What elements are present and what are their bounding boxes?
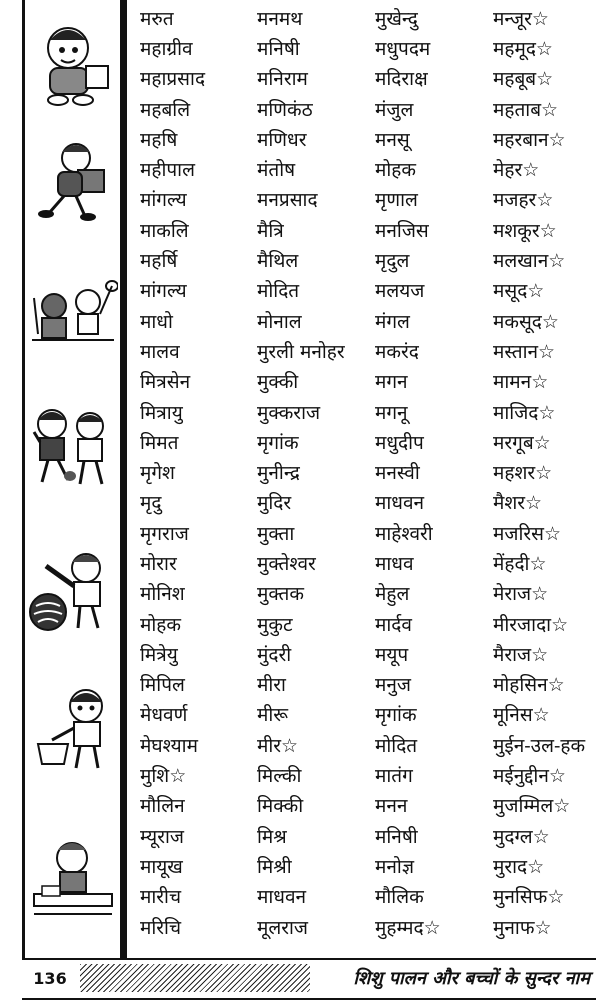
name-cell: मंगल [375, 310, 410, 333]
name-cell: मेहर☆ [493, 159, 540, 182]
name-cell: म्यूराज [140, 825, 184, 848]
name-cell: मिक्की [257, 795, 304, 818]
name-cell: मांगल्य [140, 280, 187, 303]
name-cell: मदिराक्ष [375, 68, 428, 91]
name-cell: मुंदरी [257, 643, 292, 666]
name-cell: मोहसिन☆ [493, 674, 565, 697]
name-cell: मेंहदी☆ [493, 552, 547, 575]
name-row [140, 640, 595, 670]
name-cell: मुरली मनोहर [257, 340, 345, 363]
name-cell: महषि [140, 128, 178, 151]
name-cell: मोरार [140, 552, 177, 575]
name-row [140, 277, 595, 307]
name-cell: मणिकंठ [257, 98, 313, 121]
name-cell: मलयज [375, 280, 425, 303]
name-cell: माधवन [257, 886, 307, 909]
name-cell: मनजिस [375, 219, 429, 242]
name-cell: मीरू [257, 704, 289, 727]
name-cell: मुशि☆ [140, 765, 187, 788]
name-cell: माजिद☆ [493, 401, 556, 424]
name-cell: महबलि [140, 98, 191, 121]
name-cell: मन्जूर☆ [493, 7, 549, 30]
name-row [140, 368, 595, 398]
name-cell: मामन☆ [493, 371, 549, 394]
name-cell: मूनिस☆ [493, 704, 550, 727]
name-cell: मृगांक [257, 431, 299, 454]
name-cell: मेराज☆ [493, 583, 549, 606]
name-cell: मैशर☆ [493, 492, 543, 515]
children-dancing-illustration [28, 402, 118, 494]
name-cell: मुईन-उल-हक [493, 734, 586, 757]
name-cell: मनोज्ञ [375, 855, 415, 878]
name-cell: मुजम्मिल☆ [493, 795, 571, 818]
name-cell: महशर☆ [493, 462, 553, 485]
name-cell: मुक्तक [257, 583, 304, 606]
name-cell: मरगूब☆ [493, 431, 551, 454]
name-cell: मुनाफ☆ [493, 916, 552, 939]
name-row [140, 4, 595, 34]
name-cell: मलखान☆ [493, 250, 566, 273]
name-cell: मकरंद [375, 340, 419, 363]
name-cell: माहेश्वरी [375, 522, 433, 545]
name-row [140, 489, 595, 519]
name-row [140, 701, 595, 731]
name-row [140, 792, 595, 822]
name-cell: माकलि [140, 219, 189, 242]
name-row [140, 307, 595, 337]
name-cell: माधव [375, 552, 414, 575]
child-painting-illustration [28, 684, 118, 776]
name-cell: मैत्रि [257, 219, 284, 242]
name-cell: मातंग [375, 765, 413, 788]
name-cell: मनिषी [257, 37, 300, 60]
name-cell: मंतोष [257, 159, 296, 182]
name-cell: मुहम्मद☆ [375, 916, 441, 939]
name-cell: मजहर☆ [493, 189, 554, 212]
name-cell: मृणाल [375, 189, 418, 212]
name-cell: मुक्की [257, 371, 299, 394]
name-row [140, 216, 595, 246]
name-cell: मणिधर [257, 128, 307, 151]
name-cell: मीरजादा☆ [493, 613, 569, 636]
name-cell: महमूद☆ [493, 37, 553, 60]
name-cell: महबूब☆ [493, 68, 554, 91]
name-cell: मोदित [375, 734, 418, 757]
name-cell: मगन [375, 371, 408, 394]
name-cell: मालव [140, 340, 180, 363]
name-cell: महीपाल [140, 159, 195, 182]
name-cell: मधुदीप [375, 431, 424, 454]
name-cell: मोदित [257, 280, 300, 303]
name-cell: महताब☆ [493, 98, 559, 121]
name-row [140, 65, 595, 95]
name-cell: मैराज☆ [493, 643, 549, 666]
name-cell: मशकूर☆ [493, 219, 557, 242]
name-cell: मेधवर्ण [140, 704, 188, 727]
name-row [140, 155, 595, 185]
name-cell: मृदुल [375, 250, 410, 273]
name-cell: मिश्री [257, 855, 292, 878]
name-row [140, 822, 595, 852]
vertical-divider [120, 0, 127, 958]
name-cell: मुदग्ल☆ [493, 825, 550, 848]
name-cell: मनप्रसाद [257, 189, 318, 212]
name-cell: मुदिर [257, 492, 292, 515]
name-cell: मुराद☆ [493, 855, 545, 878]
name-row [140, 398, 595, 428]
name-cell: मरिचि [140, 916, 182, 939]
name-cell: मृगराज [140, 522, 189, 545]
name-row [140, 337, 595, 367]
name-cell: मुक्तेश्वर [257, 552, 316, 575]
name-cell: मारीच [140, 886, 182, 909]
child-with-bag-illustration [28, 18, 118, 108]
name-cell: मोहक [375, 159, 416, 182]
name-cell: मनुज [375, 674, 412, 697]
name-cell: मुक्कराज [257, 401, 321, 424]
page-number: 136 [33, 968, 67, 988]
children-with-net-illustration [28, 278, 118, 350]
name-cell: मनसू [375, 128, 410, 151]
name-cell: मुक्ता [257, 522, 295, 545]
name-row [140, 731, 595, 761]
name-cell: मुखेन्दु [375, 7, 418, 30]
page-footer [22, 958, 596, 1000]
name-row [140, 246, 595, 276]
name-cell: मेघश्याम [140, 734, 198, 757]
name-row [140, 34, 595, 64]
name-row [140, 125, 595, 155]
name-cell: मोहक [140, 613, 181, 636]
name-cell: मनन [375, 795, 408, 818]
name-row [140, 95, 595, 125]
name-cell: मिल्की [257, 765, 302, 788]
name-cell: मंजुल [375, 98, 414, 121]
name-row [140, 852, 595, 882]
name-cell: मधुपदम [375, 37, 431, 60]
name-cell: मोनिश [140, 583, 185, 606]
names-table [140, 4, 595, 943]
name-cell: मार्दव [375, 613, 412, 636]
name-cell: मिपिल [140, 674, 185, 697]
name-row [140, 883, 595, 913]
name-cell: मित्रसेन [140, 371, 191, 394]
name-cell: मनिषी [375, 825, 418, 848]
name-row [140, 519, 595, 549]
name-row [140, 610, 595, 640]
name-cell: मित्रेयु [140, 643, 178, 666]
name-cell: मईनुद्दीन☆ [493, 765, 566, 788]
name-row [140, 428, 595, 458]
name-cell: मांगल्य [140, 189, 187, 212]
name-cell: महर्षि [140, 250, 178, 273]
name-cell: मकसूद☆ [493, 310, 559, 333]
name-cell: मैथिल [257, 250, 299, 273]
name-cell: मेहुल [375, 583, 410, 606]
child-walking-illustration [28, 140, 118, 225]
name-cell: मीर☆ [257, 734, 299, 757]
name-cell: मरुत [140, 7, 174, 30]
name-cell: मौलिन [140, 795, 185, 818]
name-cell: मयूप [375, 643, 409, 666]
name-cell: महाग्रीव [140, 37, 193, 60]
name-cell: मस्तान☆ [493, 340, 556, 363]
left-border-rule [22, 0, 25, 958]
name-cell: मृगेश [140, 462, 175, 485]
name-cell: मायूख [140, 855, 183, 878]
name-row [140, 671, 595, 701]
name-cell: मृगांक [375, 704, 417, 727]
book-title: शिशु पालन और बच्चों के सुन्दर नाम [353, 968, 590, 989]
name-row [140, 458, 595, 488]
name-row [140, 913, 595, 943]
child-with-bat-and-melon-illustration [28, 548, 118, 636]
name-cell: मुनसिफ☆ [493, 886, 565, 909]
name-cell: मूलराज [257, 916, 309, 939]
name-cell: मिमत [140, 431, 179, 454]
name-cell: मगनू [375, 401, 408, 424]
name-cell: मुकुट [257, 613, 293, 636]
name-row [140, 186, 595, 216]
name-row [140, 549, 595, 579]
name-cell: माधो [140, 310, 173, 333]
name-cell: मीरा [257, 674, 286, 697]
name-cell: मनमथ [257, 7, 303, 30]
name-cell: महरबान☆ [493, 128, 566, 151]
name-cell: मित्रायु [140, 401, 183, 424]
name-cell: मुनीन्द्र [257, 462, 300, 485]
name-cell: मृदु [140, 492, 162, 515]
name-row [140, 761, 595, 791]
child-studying-illustration [28, 836, 118, 926]
name-cell: मजरिस☆ [493, 522, 562, 545]
footer-hatch-pattern [80, 964, 310, 992]
name-cell: मौलिक [375, 886, 424, 909]
name-row [140, 580, 595, 610]
name-cell: मसूद☆ [493, 280, 545, 303]
name-cell: मोनाल [257, 310, 302, 333]
name-cell: महाप्रसाद [140, 68, 206, 91]
name-cell: मनस्वी [375, 462, 420, 485]
name-cell: मनिराम [257, 68, 308, 91]
name-cell: मिश्र [257, 825, 287, 848]
name-cell: माधवन [375, 492, 425, 515]
